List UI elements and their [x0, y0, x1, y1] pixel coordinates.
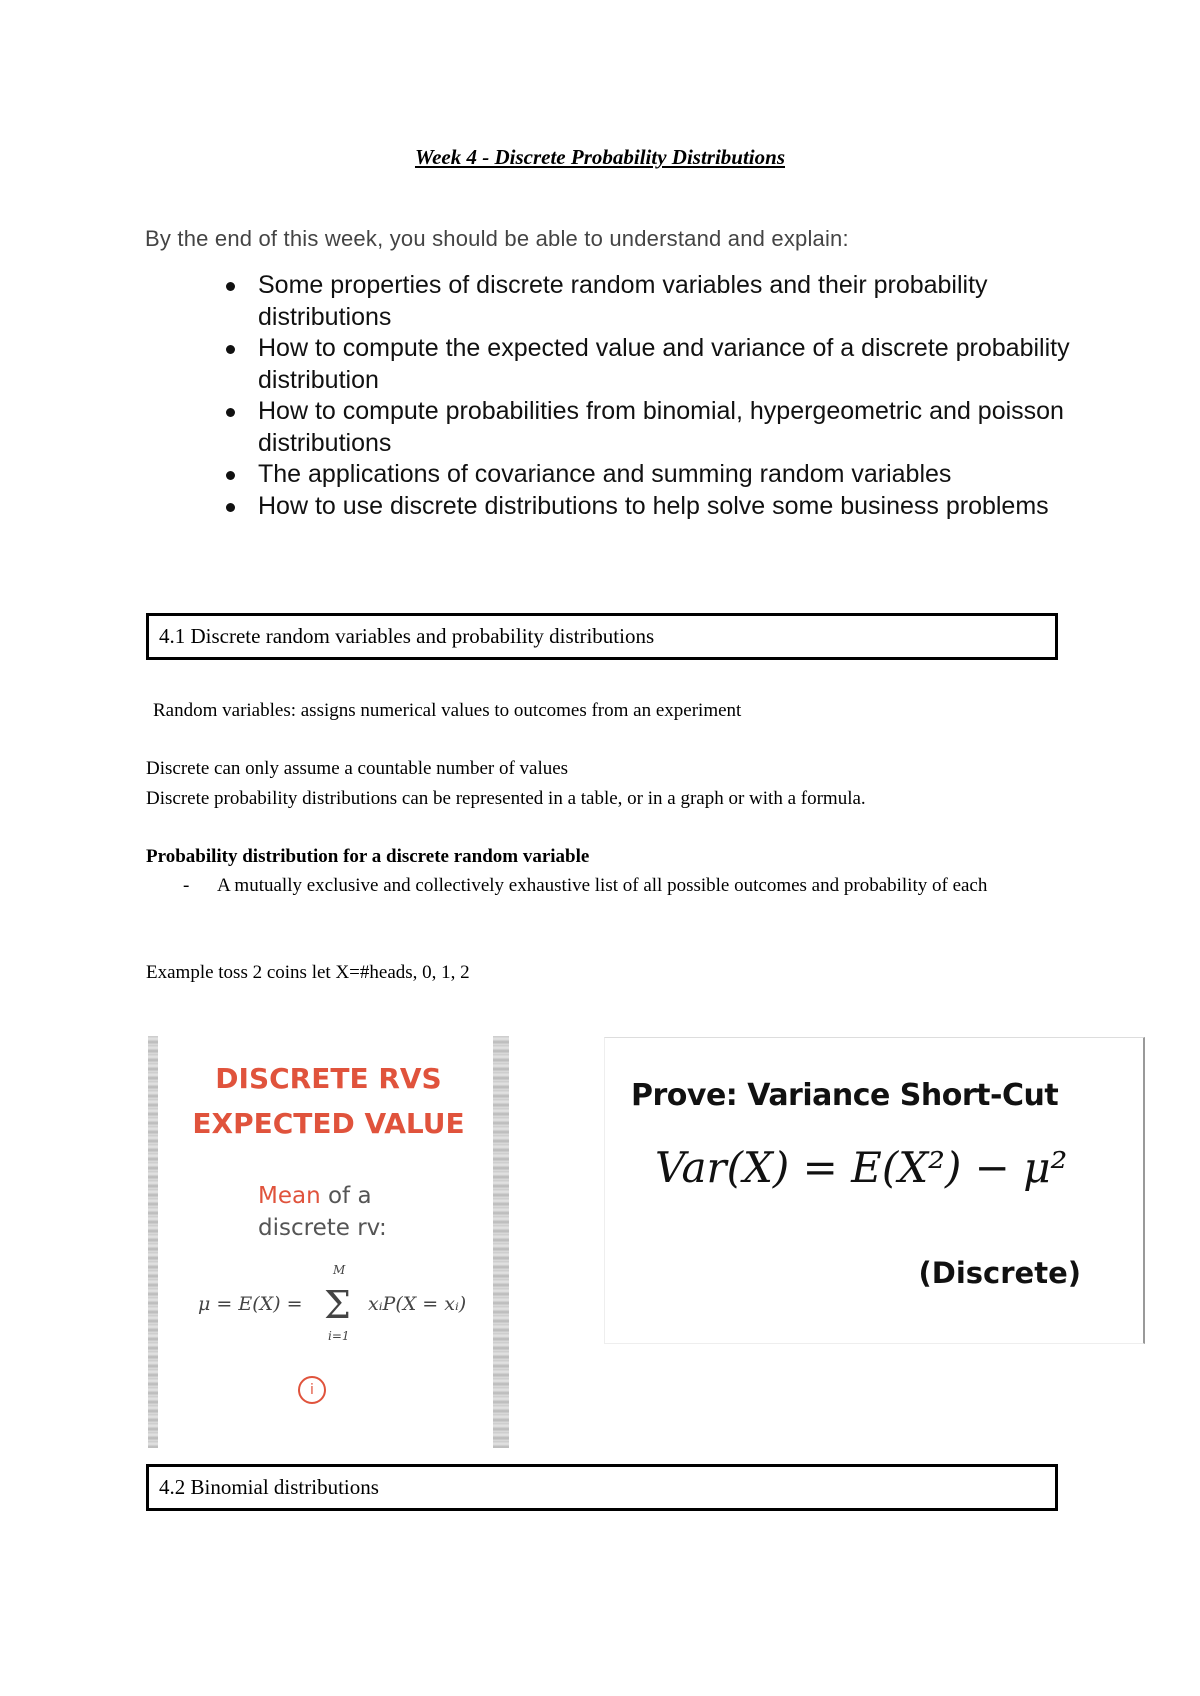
- figure-heading: Prove: Variance Short-Cut: [631, 1078, 1059, 1113]
- figure-subheading: EXPECTED VALUE: [192, 1107, 465, 1140]
- bullet-icon: [226, 471, 235, 480]
- expected-value-figure: [148, 1036, 509, 1448]
- section-heading-4-1: 4.1 Discrete random variables and probability distributions: [146, 613, 1058, 660]
- list-item: How to compute the expected value and variance of a discrete probability distribution: [222, 333, 1082, 396]
- page-title: Week 4 - Discrete Probability Distributions: [414, 145, 785, 169]
- texture-strip: [148, 1036, 158, 1448]
- list-item: How to compute probabilities from binomial, hypergeometric and poisson distributions: [222, 396, 1082, 459]
- dash-icon: -: [183, 875, 190, 896]
- discrete-text-2: Discrete probability distributions can be represented in a table, or in a graph or with a formula.: [146, 788, 866, 809]
- discrete-label: (Discrete): [918, 1256, 1081, 1290]
- list-item: Some properties of discrete random variables and their probability distributions: [222, 270, 1082, 333]
- sum-lower-limit: i=1: [328, 1329, 350, 1343]
- list-item: The applications of covariance and summing random variables: [222, 459, 1082, 491]
- mean-caption: Mean of a discrete rv:: [258, 1183, 387, 1241]
- section-heading-4-2: 4.2 Binomial distributions: [146, 1464, 1058, 1511]
- texture-strip: [493, 1036, 509, 1448]
- list-item: - A mutually exclusive and collectively exhaustive list of all possible outcomes and probability of each: [183, 871, 1053, 901]
- info-icon: i: [298, 1376, 326, 1404]
- pd-heading: Probability distribution for a discrete random variable: [146, 846, 590, 867]
- intro-text: By the end of this week, you should be able to understand and explain:: [145, 226, 849, 251]
- random-variables-text: Random variables: assigns numerical values to outcomes from an experiment: [153, 700, 742, 721]
- expected-value-formula: [198, 1258, 468, 1348]
- bullet-icon: [226, 282, 235, 291]
- bullet-icon: [226, 408, 235, 417]
- formula-right: xᵢP(X = xᵢ): [368, 1293, 467, 1315]
- discrete-text-1: Discrete can only assume a countable number of values: [146, 758, 569, 779]
- objectives-list: [222, 270, 1082, 522]
- variance-formula: Var(X) = E(X²) − μ²: [655, 1143, 1068, 1192]
- sum-upper-limit: M: [333, 1263, 346, 1277]
- sigma-icon: Σ: [324, 1283, 351, 1327]
- formula-left: μ = E(X) =: [198, 1293, 303, 1315]
- list-item: How to use discrete distributions to help solve some business problems: [222, 491, 1082, 523]
- example-text: Example toss 2 coins let X=#heads, 0, 1, 2: [146, 962, 470, 983]
- variance-figure: [604, 1037, 1145, 1344]
- figure-heading: DISCRETE RVS: [215, 1062, 442, 1095]
- bullet-icon: [226, 503, 235, 512]
- bullet-icon: [226, 345, 235, 354]
